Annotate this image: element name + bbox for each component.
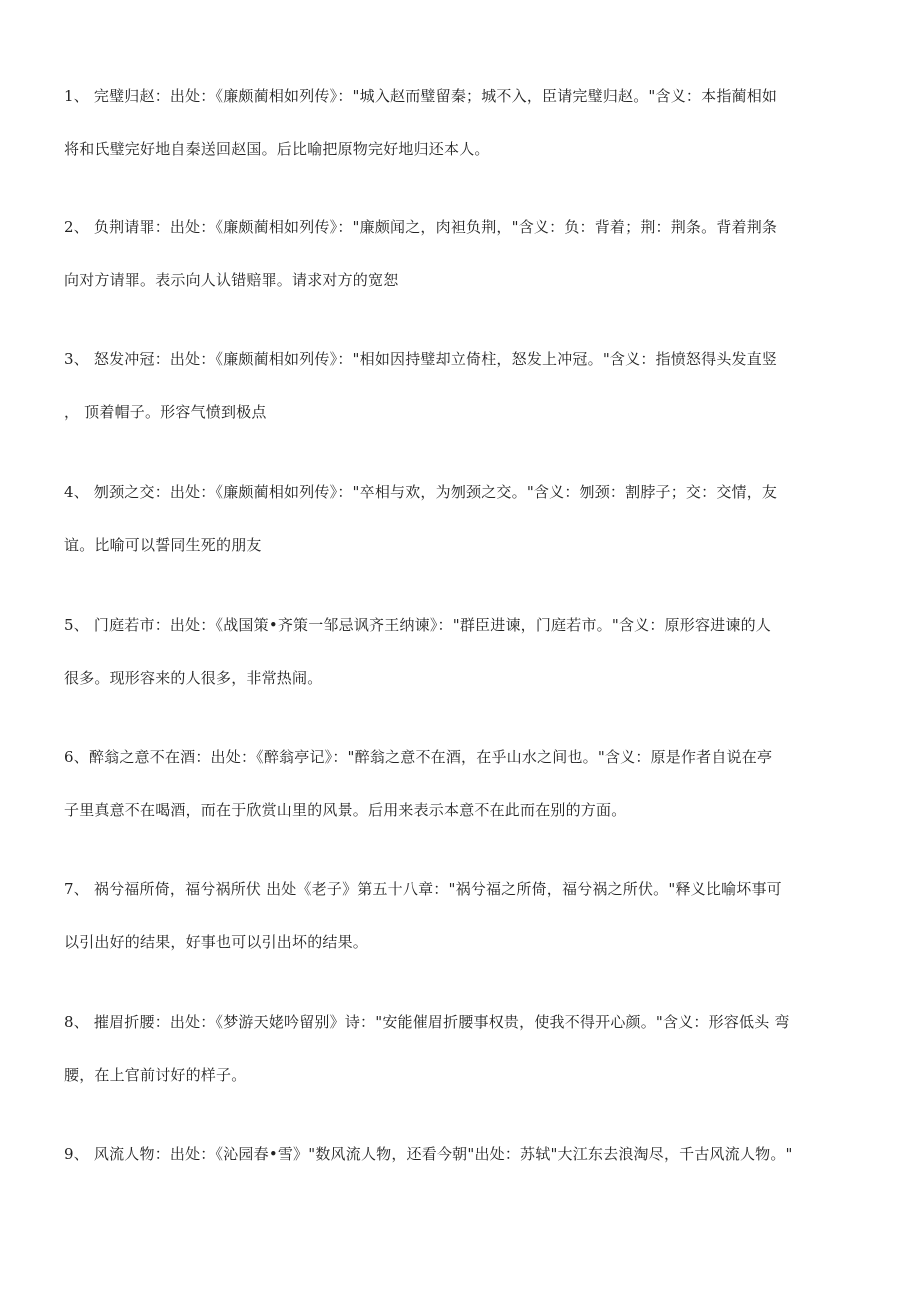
entry-5-line-2: 很多。现形容来的人很多，非常热闹。 [64, 669, 323, 687]
idiom-entry-6 [64, 731, 864, 837]
idiom-entry-2 [64, 201, 864, 307]
entry-9-line-1: 9、 风流人物：出处：《沁园春•雪》"数风流人物，还看今朝"出处：苏轼"大江东去浪淘尽，千古风流人物。" [64, 1145, 793, 1163]
entry-1-line-1: 1、 完璧归赵：出处：《廉颇蔺相如列传》："城入赵而璧留秦；城不入，臣请完璧归赵。"含义：本指蔺相如 [64, 87, 778, 105]
idiom-entry-7 [64, 863, 864, 969]
idiom-entry-8 [64, 996, 864, 1102]
idiom-entry-1 [64, 70, 864, 176]
entry-6-line-2: 子里真意不在喝酒，而在于欣赏山里的风景。后用来表示本意不在此而在别的方面。 [64, 801, 627, 819]
entry-2-line-1: 2、 负荆请罪：出处：《廉颇蔺相如列传》："廉颇闻之，肉袒负荆，"含义：负：背着；荆：荆条。背着荆条 [64, 218, 778, 236]
entry-4-line-1: 4、 刎颈之交：出处：《廉颇蔺相如列传》："卒相与欢，为刎颈之交。"含义：刎颈：割脖子；交：交情，友 [64, 483, 778, 501]
entry-1-line-2: 将和氏璧完好地自秦送回赵国。后比喻把原物完好地归还本人。 [64, 140, 490, 158]
entry-6-line-1: 6、醉翁之意不在酒：出处：《醉翁亭记》："醉翁之意不在酒，在乎山水之间也。"含义：原是作者自说在亭 [64, 748, 773, 766]
idiom-entry-3 [64, 333, 864, 439]
entry-8-line-1: 8、 摧眉折腰：出处：《梦游天姥吟留别》诗："安能催眉折腰事权贵，使我不得开心颜。"含义：形容低头 弯 [64, 1013, 790, 1031]
entry-2-line-2: 向对方请罪。表示向人认错赔罪。请求对方的宽恕 [64, 271, 399, 289]
idiom-entry-5 [64, 599, 864, 705]
entry-3-line-1: 3、 怒发冲冠：出处：《廉颇蔺相如列传》："相如因持璧却立倚柱，怒发上冲冠。"含义：指愤怒得头发直竖 [64, 350, 778, 368]
entry-3-line-2: ， 顶着帽子。形容气愤到极点 [64, 403, 267, 421]
entry-7-line-1: 7、 祸兮福所倚，福兮祸所伏 出处《老子》第五十八章："祸兮福之所倚，福兮祸之所伏。"释义比喻坏事可 [64, 880, 782, 898]
entry-8-line-2: 腰，在上官前讨好的样子。 [64, 1066, 247, 1084]
idiom-entry-4 [64, 466, 864, 572]
entry-7-line-2: 以引出好的结果，好事也可以引出坏的结果。 [64, 933, 369, 951]
entry-5-line-1: 5、 门庭若市：出处：《战国策•齐策一邹忌讽齐王纳谏》："群臣进谏，门庭若市。"含义：原形容进谏的人 [64, 616, 771, 634]
idiom-entry-9 [64, 1128, 864, 1181]
entry-4-line-2: 谊。比喻可以誓同生死的朋友 [64, 536, 262, 554]
